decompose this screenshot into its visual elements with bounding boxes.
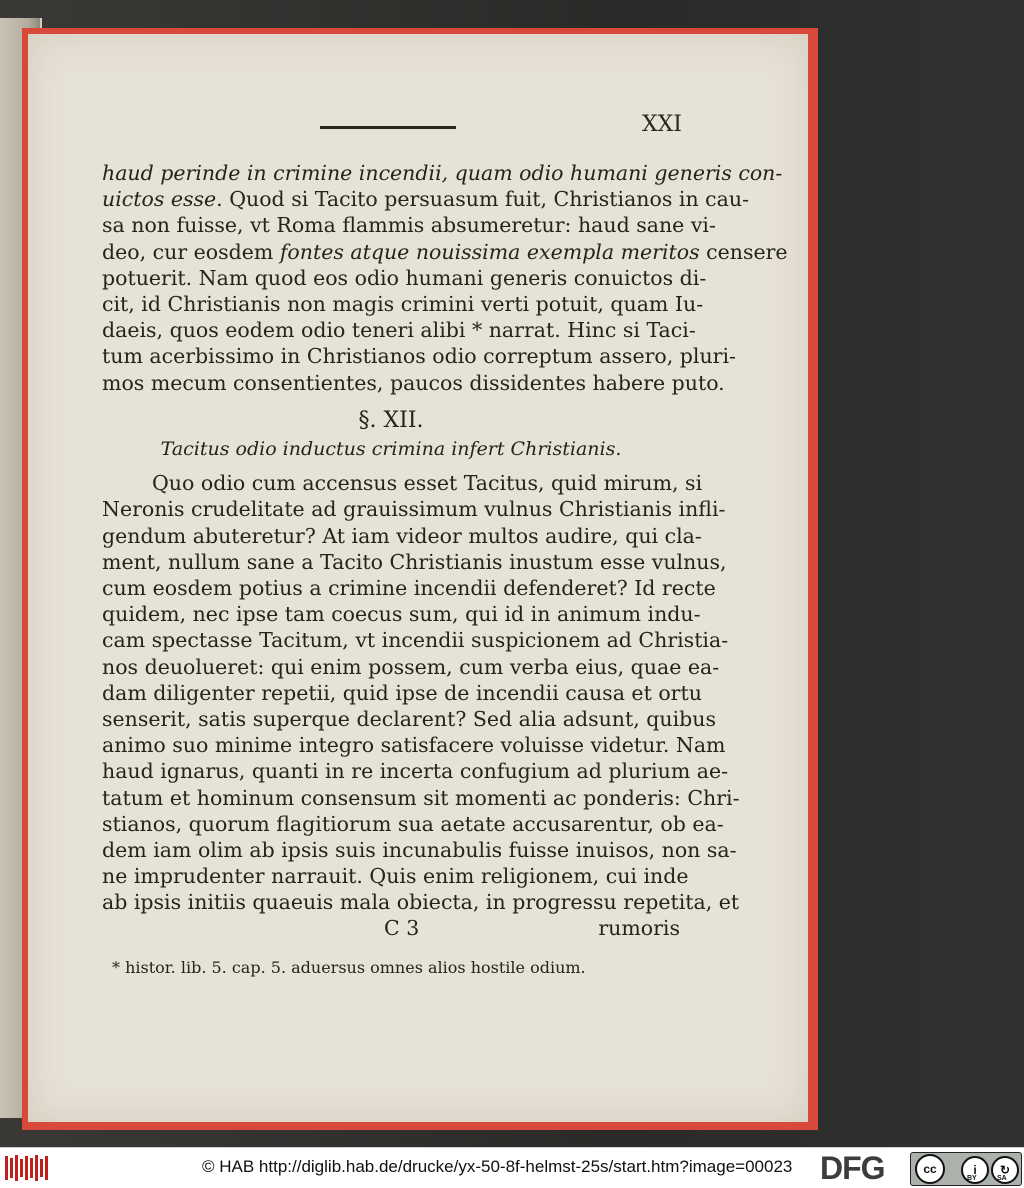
text-line: [102, 863, 689, 889]
header-rule: [320, 126, 456, 129]
viewer-footer-bar: [0, 1147, 1024, 1188]
text-line: [102, 291, 704, 317]
copyright-link[interactable]: © HAB http://diglib.hab.de/drucke/yx-50-8f-helmst-25s/start.htm?image=00023: [202, 1157, 793, 1176]
page-number: XXI: [641, 112, 682, 137]
italic-run: fontes atque nouissima exempla meritos: [279, 239, 700, 264]
cc-icon: cc: [915, 1154, 945, 1184]
text-run: potuerit. Nam quod eos odio humani generis conuictos di-: [102, 265, 707, 290]
footnote: * histor. lib. 5. cap. 5. aduersus omnes alios hostile odium.: [112, 958, 586, 977]
text-line: [102, 370, 725, 396]
page-foot-row: [102, 916, 680, 942]
text-run: daeis, quos eodem odio teneri alibi * narrat. Hinc si Taci-: [102, 318, 696, 343]
dfg-logo: DFG: [820, 1150, 885, 1186]
section-heading: §. XII.: [358, 407, 424, 433]
text-line: [102, 549, 727, 575]
text-line: [102, 654, 720, 680]
text-run: ab ipsis initiis quaeuis mala obiecta, in progressu repetita, et: [102, 890, 740, 915]
text-run: senserit, satis superque declarent? Sed alia adsunt, quibus: [102, 707, 717, 732]
text-line: [102, 470, 703, 496]
text-run: haud ignarus, quanti in re incerta confugium ad plurium ae-: [102, 759, 729, 784]
text-run: deo, cur eosdem: [102, 239, 280, 264]
text-run: animo suo minime integro satisfacere voluisse videtur. Nam: [102, 733, 726, 758]
text-run: ne imprudenter narrauit. Quis enim religionem, cui inde: [102, 864, 689, 889]
text-line: [102, 523, 702, 549]
section-subtitle: Tacitus odio inductus crimina infert Christianis.: [160, 438, 622, 461]
text-run: nos deuolueret: qui enim possem, cum verba eius, quae ea-: [102, 654, 720, 679]
text-run: Neronis crudelitate ad grauissimum vulnus Christianis infli-: [102, 497, 726, 522]
body-text: [102, 160, 788, 916]
text-line: [102, 706, 717, 732]
text-line: [102, 317, 696, 343]
text-line: [102, 732, 726, 758]
text-run: censere: [699, 239, 788, 264]
catchword: rumoris: [598, 916, 680, 940]
text-run: cum eosdem potius a crimine incendii defenderet? Id recte: [102, 576, 716, 601]
text-run: dam diligenter repetii, quid ipse de incendii causa et ortu: [102, 680, 702, 705]
text-run: cam spectasse Tacitum, vt incendii suspicionem ad Christia-: [102, 628, 729, 653]
share-alike-icon: ↻: [991, 1156, 1019, 1184]
text-run: sa non fuisse, vt Roma flammis absumeretur: haud sane vi-: [102, 213, 716, 238]
text-line: [102, 343, 736, 369]
text-line: [102, 496, 726, 522]
text-line: [102, 186, 749, 212]
text-line: [102, 627, 729, 653]
text-run: Quod si Tacito persuasum fuit, Christianos in cau-: [222, 187, 749, 212]
signature-mark: C 3: [384, 916, 420, 940]
text-run: quidem, nec ipse tam coecus sum, qui id in animum indu-: [102, 602, 701, 627]
text-line: [102, 239, 788, 265]
text-run: Quo odio cum accensus esset Tacitus, quid mirum, si: [152, 471, 703, 496]
attribution-icon: i: [961, 1156, 989, 1184]
text-line: [102, 160, 783, 186]
paragraph-after-heading: [102, 470, 740, 915]
text-line: [102, 212, 716, 238]
by-label: BY: [967, 1175, 977, 1182]
cc-license-badge[interactable]: [910, 1152, 1022, 1186]
hab-logo-icon: [4, 1154, 50, 1182]
text-run: tatum et hominum consensum sit momenti ac ponderis: Chri-: [102, 785, 740, 810]
text-run: mos mecum consentientes, paucos dissidentes habere puto.: [102, 370, 725, 395]
italic-run: haud perinde in crimine incendii, quam odio humani generis con-: [102, 161, 783, 185]
text-line: [102, 265, 707, 291]
text-run: dem iam olim ab ipsis suis incunabulis fuisse inuisos, non sa-: [102, 838, 737, 863]
text-run: cit, id Christianis non magis crimini verti potuit, quam Iu-: [102, 292, 704, 317]
text-line: [102, 758, 729, 784]
text-run: tum acerbissimo in Christianos odio correptum assero, pluri-: [102, 344, 736, 369]
sa-label: SA: [997, 1175, 1007, 1182]
text-line: [102, 811, 724, 837]
text-run: stianos, quorum flagitiorum sua aetate accusarentur, ob ea-: [102, 811, 724, 836]
text-line: [102, 889, 740, 915]
text-line: [102, 680, 702, 706]
text-line: [102, 785, 740, 811]
text-run: ment, nullum sane a Tacito Christianis inustum esse vulnus,: [102, 549, 727, 574]
text-run: gendum abuteretur? At iam videor multos audire, qui cla-: [102, 523, 702, 548]
paragraph-before-heading: [102, 160, 788, 396]
italic-run: uictos esse.: [102, 187, 223, 212]
text-line: [102, 837, 737, 863]
text-line: [102, 575, 716, 601]
text-line: [102, 601, 701, 627]
